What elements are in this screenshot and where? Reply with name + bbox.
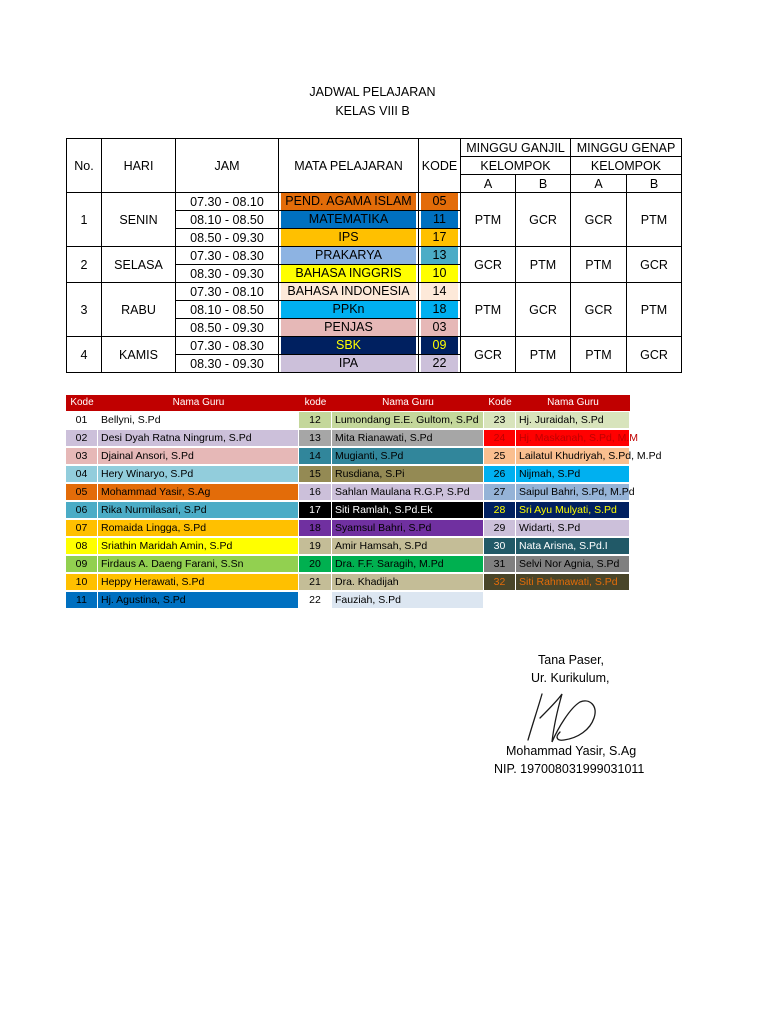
teacher-code: 09: [66, 556, 98, 573]
teacher-code: 06: [66, 502, 98, 519]
header-no: No.: [67, 139, 102, 193]
group-mode-ganjil-a: PTM: [461, 193, 516, 247]
teacher-code-cell: [419, 211, 461, 229]
teacher-name: Mohammad Yasir, S.Ag: [98, 484, 299, 501]
subject-cell: [279, 355, 419, 373]
teacher-code: 03: [421, 319, 458, 336]
teacher-code-cell: [419, 301, 461, 319]
teacher-name-header: Nama Guru: [516, 395, 630, 411]
teacher-code-header: Kode: [66, 395, 98, 411]
subject-cell: [279, 265, 419, 283]
teacher-name: Siti Ramlah, S.Pd.Ek: [332, 502, 484, 519]
group-mode-genap-b: PTM: [627, 283, 682, 337]
teacher-code: 01: [66, 412, 98, 429]
teacher-code: 29: [484, 520, 516, 537]
teacher-name: Hj. Agustina, S.Pd: [98, 592, 299, 609]
teacher-code-cell: [419, 265, 461, 283]
teacher-code-cell: [419, 247, 461, 265]
group-mode-genap-a: PTM: [571, 247, 627, 283]
teacher-code: 26: [484, 466, 516, 483]
teacher-code-header: kode: [299, 395, 332, 411]
teacher-name: Hj. Juraidah, S.Pd: [516, 412, 630, 429]
subject-name: PRAKARYA: [281, 247, 416, 264]
subject-cell: [279, 229, 419, 247]
schedule-row: [67, 337, 682, 355]
teacher-name: Nata Arisna, S.Pd.I: [516, 538, 630, 555]
subject-name: PEND. AGAMA ISLAM: [281, 193, 416, 210]
day-number: 4: [67, 337, 102, 373]
day-name: SENIN: [102, 193, 176, 247]
teacher-code: 32: [484, 574, 516, 591]
time-slot: 08.50 - 09.30: [176, 319, 279, 337]
teacher-name: Mugianti, S.Pd: [332, 448, 484, 465]
teacher-code: 25: [484, 448, 516, 465]
header-b-ganjil: B: [516, 175, 571, 193]
teacher-name: Mita Rianawati, S.Pd: [332, 430, 484, 447]
header-minggu-ganjil: MINGGU GANJIL: [461, 139, 571, 157]
signature-place: Tana Paser,: [538, 653, 605, 667]
teacher-code: 27: [484, 484, 516, 501]
subject-name: BAHASA INGGRIS: [281, 265, 416, 282]
teacher-code: 17: [299, 502, 332, 519]
teacher-code: 23: [484, 412, 516, 429]
teacher-name: Bellyni, S.Pd: [98, 412, 299, 429]
teacher-code: 24: [484, 430, 516, 447]
day-number: 1: [67, 193, 102, 247]
teacher-name: Hery Winaryo, S.Pd: [98, 466, 299, 483]
teacher-name: Widarti, S.Pd: [516, 520, 630, 537]
header-jam: JAM: [176, 139, 279, 193]
teacher-name: Desi Dyah Ratna Ningrum, S.Pd: [98, 430, 299, 447]
subject-name: MATEMATIKA: [281, 211, 416, 228]
group-mode-genap-a: GCR: [571, 193, 627, 247]
group-mode-genap-a: PTM: [571, 337, 627, 373]
teacher-code: 10: [421, 265, 458, 282]
day-name: RABU: [102, 283, 176, 337]
teacher-code-cell: [419, 319, 461, 337]
teacher-code: 13: [299, 430, 332, 447]
teacher-code: 17: [421, 229, 458, 246]
teacher-code: 30: [484, 538, 516, 555]
group-mode-genap-b: PTM: [627, 193, 682, 247]
subject-cell: [279, 301, 419, 319]
teacher-code: 11: [421, 211, 458, 228]
teacher-code-cell: [419, 355, 461, 373]
group-mode-ganjil-a: GCR: [461, 247, 516, 283]
teacher-code: 03: [66, 448, 98, 465]
header-b-genap: B: [627, 175, 682, 193]
time-slot: 07.30 - 08.30: [176, 337, 279, 355]
time-slot: 08.50 - 09.30: [176, 229, 279, 247]
signature-name: Mohammad Yasir, S.Ag: [506, 744, 637, 758]
teacher-code: 28: [484, 502, 516, 519]
teacher-code: 07: [66, 520, 98, 537]
teacher-code: 04: [66, 466, 98, 483]
teacher-name: Sriathin Maridah Amin, S.Pd: [98, 538, 299, 555]
teacher-name: Heppy Herawati, S.Pd: [98, 574, 299, 591]
teacher-name: Syamsul Bahri, S.Pd: [332, 520, 484, 537]
schedule-row: [67, 193, 682, 211]
teacher-code: 19: [299, 538, 332, 555]
day-name: SELASA: [102, 247, 176, 283]
group-mode-ganjil-a: PTM: [461, 283, 516, 337]
day-number: 3: [67, 283, 102, 337]
page-subtitle: KELAS VIII B: [335, 104, 410, 118]
teacher-code: 12: [299, 412, 332, 429]
header-kelompok-genap: KELOMPOK: [571, 157, 682, 175]
group-mode-ganjil-b: GCR: [516, 283, 571, 337]
teacher-code: 22: [299, 592, 332, 609]
header-minggu-genap: MINGGU GENAP: [571, 139, 682, 157]
teacher-name: Romaida Lingga, S.Pd: [98, 520, 299, 537]
subject-cell: [279, 193, 419, 211]
schedule-body: [67, 193, 682, 373]
schedule-table: [66, 138, 682, 373]
subject-cell: [279, 319, 419, 337]
subject-cell: [279, 211, 419, 229]
group-mode-ganjil-a: GCR: [461, 337, 516, 373]
teacher-name: Dra. Khadijah: [332, 574, 484, 591]
teacher-name: Nijmah, S.Pd: [516, 466, 630, 483]
teacher-name: Sahlan Maulana R.G.P, S.Pd: [332, 484, 484, 501]
teacher-name-header: Nama Guru: [98, 395, 299, 411]
teacher-name-header: Nama Guru: [332, 395, 484, 411]
teacher-name: Hj. Maskanah, S.Pd, M.M: [516, 430, 630, 447]
group-mode-ganjil-b: PTM: [516, 337, 571, 373]
teacher-code: 08: [66, 538, 98, 555]
handwritten-signature: [518, 688, 608, 750]
teacher-code-cell: [419, 193, 461, 211]
teacher-name: Fauziah, S.Pd: [332, 592, 484, 609]
time-slot: 07.30 - 08.10: [176, 283, 279, 301]
teacher-code: 05: [421, 193, 458, 210]
time-slot: 07.30 - 08.10: [176, 193, 279, 211]
header-kode: KODE: [419, 139, 461, 193]
header-kelompok-ganjil: KELOMPOK: [461, 157, 571, 175]
day-number: 2: [67, 247, 102, 283]
header-mata-pelajaran: MATA PELAJARAN: [279, 139, 419, 193]
teacher-code: 31: [484, 556, 516, 573]
teacher-code: 15: [299, 466, 332, 483]
teacher-code: 13: [421, 247, 458, 264]
teacher-name: Dra. F.F. Saragih, M.Pd: [332, 556, 484, 573]
schedule-row: [67, 247, 682, 265]
group-mode-genap-b: GCR: [627, 247, 682, 283]
teacher-code: 14: [421, 283, 458, 300]
teacher-name: Amir Hamsah, S.Pd: [332, 538, 484, 555]
subject-name: SBK: [281, 337, 416, 354]
teacher-name: Saipul Bahri, S.Pd, M.Pd: [516, 484, 630, 501]
teacher-code: 02: [66, 430, 98, 447]
teacher-list: [66, 395, 680, 614]
time-slot: 08.10 - 08.50: [176, 211, 279, 229]
signature-nip: NIP. 197008031999031011: [494, 762, 645, 776]
teacher-name: Djainal Ansori, S.Pd: [98, 448, 299, 465]
signature-role: Ur. Kurikulum,: [531, 671, 610, 685]
header-a-genap: A: [571, 175, 627, 193]
teacher-code: 05: [66, 484, 98, 501]
time-slot: 07.30 - 08.30: [176, 247, 279, 265]
teacher-code: 21: [299, 574, 332, 591]
group-mode-ganjil-b: PTM: [516, 247, 571, 283]
teacher-name: Rika Nurmilasari, S.Pd: [98, 502, 299, 519]
teacher-code: 18: [421, 301, 458, 318]
teacher-name: Sri Ayu Mulyati, S.Pd: [516, 502, 630, 519]
teacher-code-cell: [419, 283, 461, 301]
group-mode-genap-b: GCR: [627, 337, 682, 373]
subject-cell: [279, 337, 419, 355]
teacher-code: 14: [299, 448, 332, 465]
header-a-ganjil: A: [461, 175, 516, 193]
subject-name: PPKn: [281, 301, 416, 318]
header-hari: HARI: [102, 139, 176, 193]
teacher-name: Siti Rahmawati, S.Pd: [516, 574, 630, 591]
day-name: KAMIS: [102, 337, 176, 373]
group-mode-ganjil-b: GCR: [516, 193, 571, 247]
subject-name: IPA: [281, 355, 416, 372]
subject-cell: [279, 247, 419, 265]
group-mode-genap-a: GCR: [571, 283, 627, 337]
teacher-code-header: Kode: [484, 395, 516, 411]
subject-name: IPS: [281, 229, 416, 246]
teacher-code: 16: [299, 484, 332, 501]
schedule-row: [67, 283, 682, 301]
subject-cell: [279, 283, 419, 301]
teacher-code-cell: [419, 229, 461, 247]
time-slot: 08.30 - 09.30: [176, 265, 279, 283]
teacher-name: Lailatul Khudriyah, S.Pd, M.Pd: [516, 448, 630, 465]
time-slot: 08.30 - 09.30: [176, 355, 279, 373]
teacher-code: 11: [66, 592, 98, 609]
teacher-name: Lumondang E.E. Gultom, S.Pd: [332, 412, 484, 429]
teacher-code: 10: [66, 574, 98, 591]
teacher-name: Rusdiana, S.Pi: [332, 466, 484, 483]
teacher-code-cell: [419, 337, 461, 355]
teacher-code: 09: [421, 337, 458, 354]
teacher-code: 18: [299, 520, 332, 537]
teacher-code: 22: [421, 355, 458, 372]
subject-name: BAHASA INDONESIA: [281, 283, 416, 300]
page-title: JADWAL PELAJARAN: [309, 85, 436, 99]
teacher-name: Selvi Nor Agnia, S.Pd: [516, 556, 630, 573]
subject-name: PENJAS: [281, 319, 416, 336]
teacher-name: Firdaus A. Daeng Farani, S.Sn: [98, 556, 299, 573]
teacher-code: 20: [299, 556, 332, 573]
time-slot: 08.10 - 08.50: [176, 301, 279, 319]
